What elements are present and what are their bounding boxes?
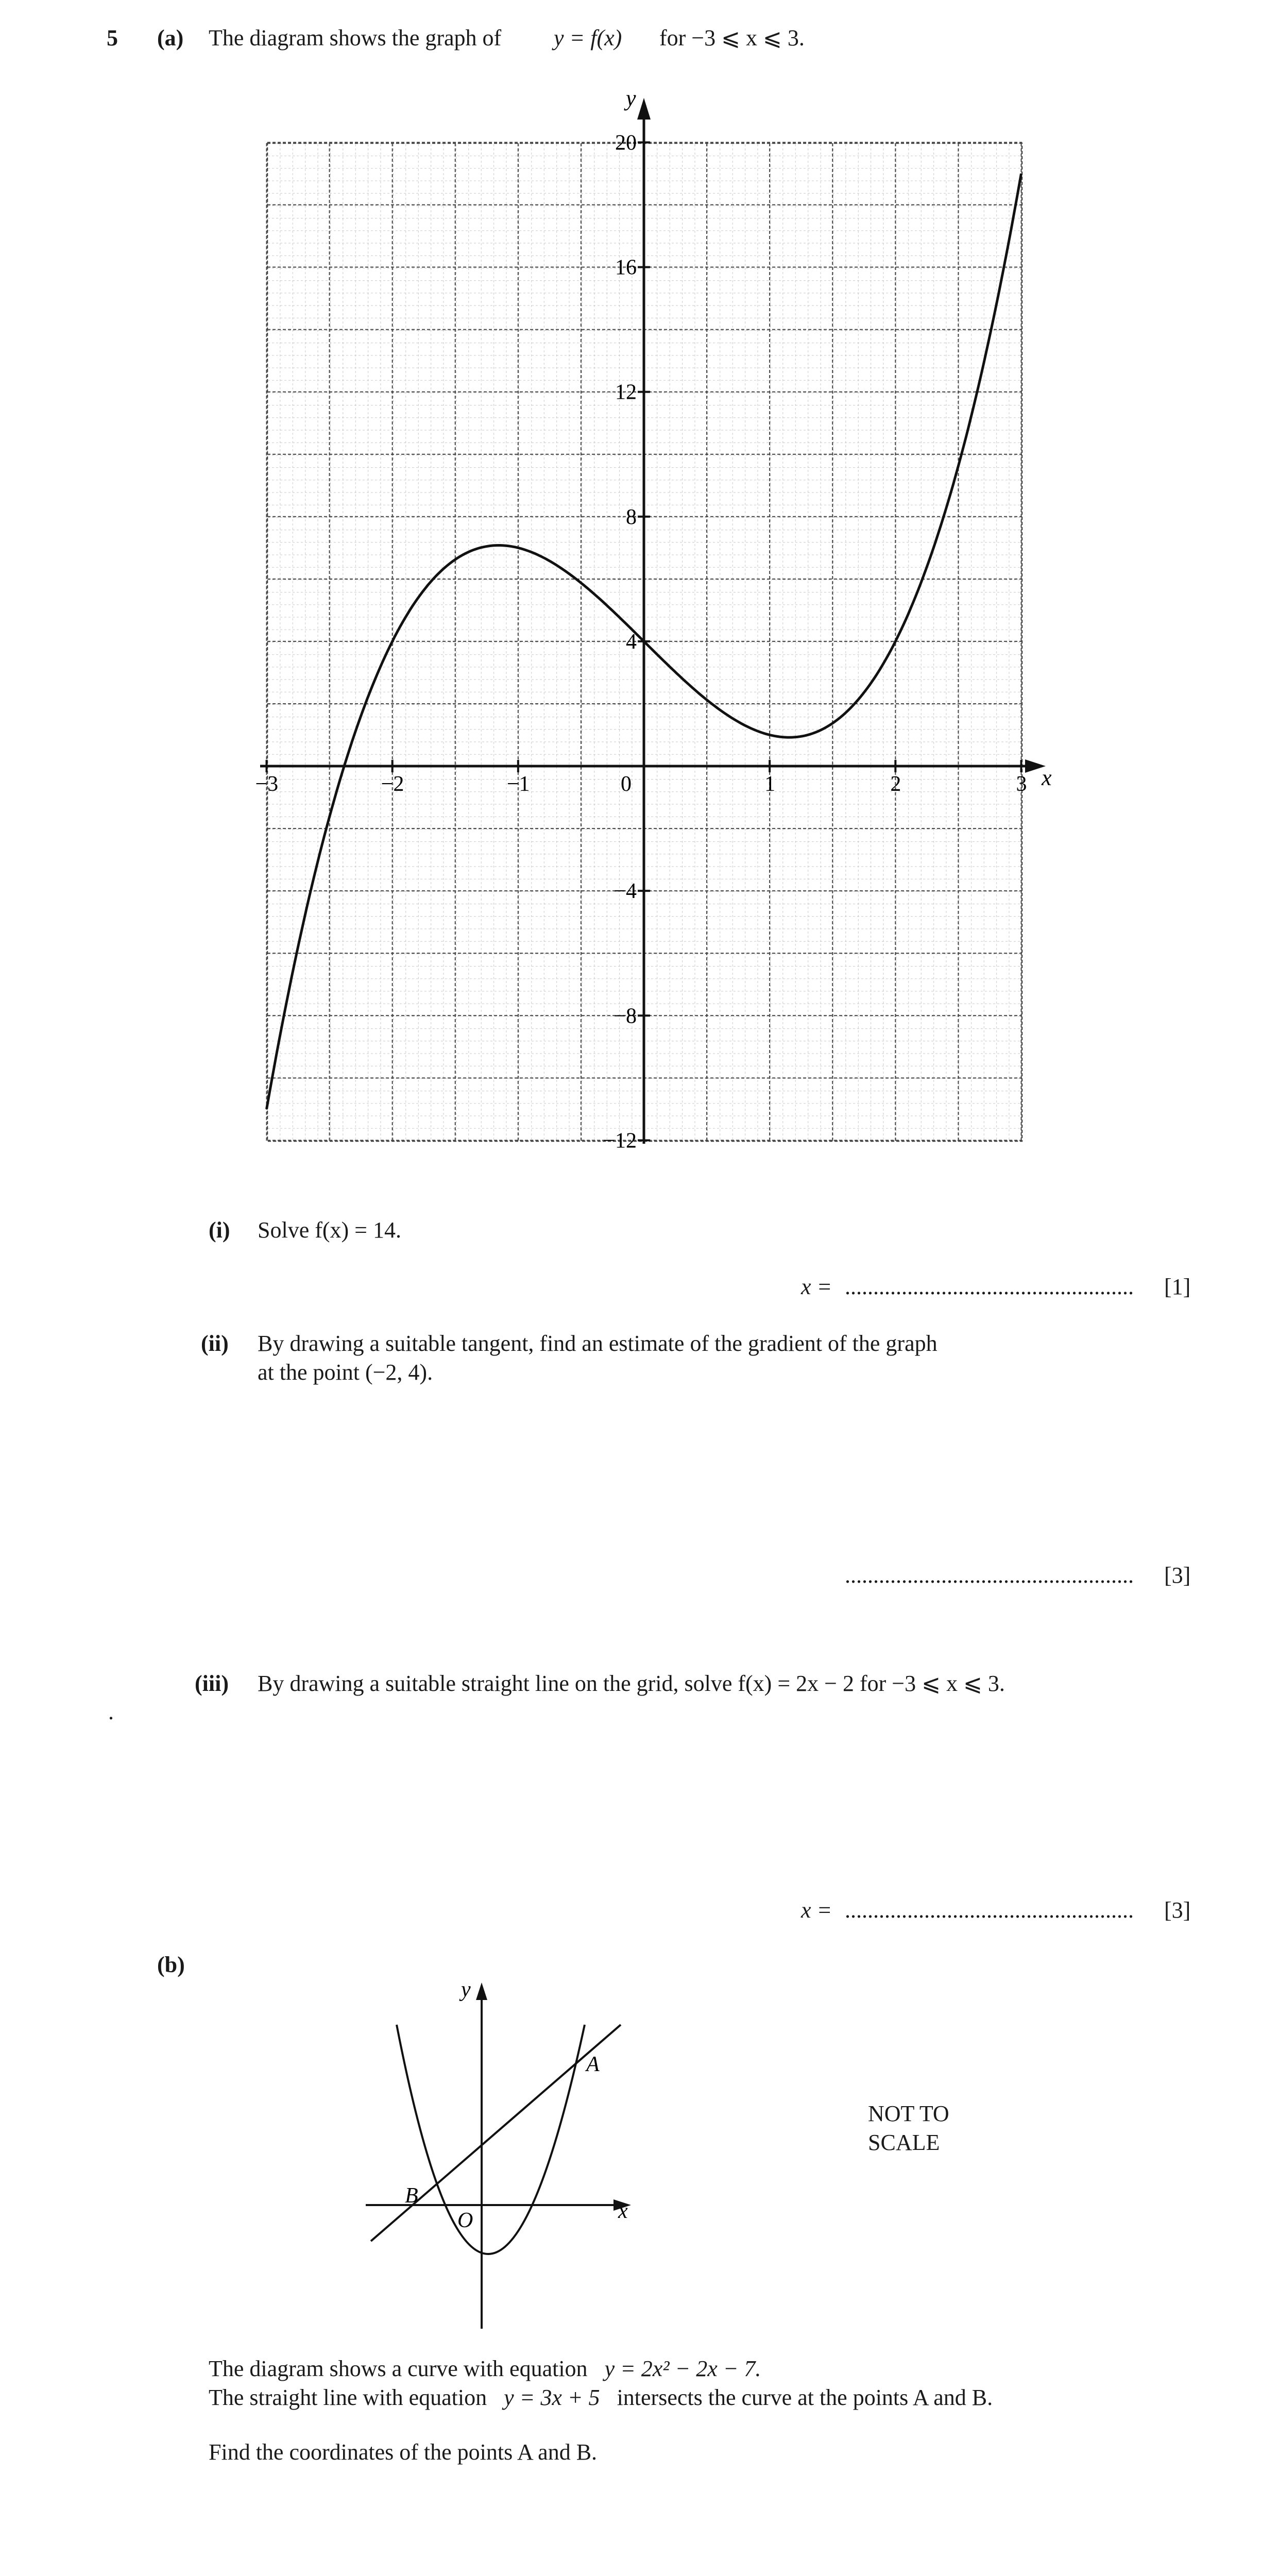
part-b-text-line1: [209, 2354, 761, 2383]
part-iii-answer-line[interactable]: ...................................................: [845, 1897, 1134, 1923]
stray-mark: .: [108, 1699, 114, 1724]
part-ii-answer-line[interactable]: ...................................................: [845, 1563, 1134, 1588]
y-tick-label: −8: [614, 1004, 637, 1028]
diagram-origin-label: O: [457, 2209, 473, 2232]
part-i-answer-prefix: x =: [801, 1274, 832, 1299]
part-ii-marks: [3]: [1164, 1563, 1191, 1588]
part-ii-text-line2: at the point (−2, 4).: [258, 1360, 433, 1385]
origin-label: 0: [621, 772, 632, 796]
part-ii-text-line1: By drawing a suitable tangent, find an estimate of the gradient of the graph: [258, 1331, 938, 1356]
function-graph: [0, 0, 1278, 1185]
y-tick-label: 20: [615, 131, 637, 155]
x-tick-label: −3: [255, 772, 279, 796]
y-axis-label: y: [626, 86, 636, 111]
part-i-text: Solve f(x) = 14.: [258, 1217, 401, 1243]
diagram-y-label: y: [461, 1978, 471, 2002]
part-iii-answer-prefix: x =: [801, 1897, 832, 1923]
part-i-label: (i): [209, 1217, 230, 1243]
x-tick-label: 3: [1016, 772, 1027, 796]
y-tick-label: 4: [626, 630, 637, 654]
y-tick-label: −4: [614, 879, 637, 904]
part-a-equation: y = f(x): [554, 25, 622, 50]
part-b-label: (b): [157, 1952, 185, 1977]
x-tick-label: 2: [890, 772, 901, 796]
question-number: 5: [107, 25, 118, 50]
part-b-text-line2: [209, 2383, 993, 2412]
x-tick-label: −1: [506, 772, 530, 796]
part-b-text-line2-pre: The straight line with equation: [209, 2385, 487, 2410]
part-b-text-line3: Find the coordinates of the points A and B.: [209, 2439, 598, 2465]
y-tick-label: 12: [615, 380, 637, 404]
part-a-intro: The diagram shows the graph of: [209, 25, 502, 50]
diagram-point-b: B: [405, 2184, 418, 2208]
part-b-line-equation: y = 3x + 5: [504, 2385, 600, 2410]
diagram-x-label: x: [618, 2199, 628, 2223]
part-ii-label: (ii): [201, 1331, 229, 1356]
part-i-answer-line[interactable]: ...................................................: [845, 1274, 1134, 1299]
part-a-domain: for −3 ⩽ x ⩽ 3.: [659, 25, 805, 50]
diagram-straight-line: [371, 2025, 621, 2241]
parabola-line-diagram: [340, 1968, 659, 2339]
part-iii-marks: [3]: [1164, 1897, 1191, 1923]
y-tick-label: 16: [615, 256, 637, 280]
part-b-text-line2-post: intersects the curve at the points A and B.: [617, 2385, 993, 2410]
x-tick-label: 1: [764, 772, 776, 796]
not-to-scale-line2: SCALE: [868, 2130, 940, 2155]
x-tick-label: −2: [381, 772, 404, 796]
x-axis-label: x: [1042, 765, 1052, 790]
part-a-label: (a): [157, 25, 184, 50]
part-i-marks: [1]: [1164, 1274, 1191, 1299]
part-b-curve-equation: y = 2x² − 2x − 7.: [604, 2356, 761, 2381]
not-to-scale-line1: NOT TO: [868, 2101, 949, 2126]
part-iii-text: By drawing a suitable straight line on the grid, solve f(x) = 2x − 2 for −3 ⩽ x ⩽ 3.: [258, 1671, 1005, 1696]
diagram-parabola: [397, 2025, 585, 2254]
y-axis-arrow-icon: [637, 98, 651, 120]
part-b-text-line1-pre: The diagram shows a curve with equation: [209, 2356, 588, 2381]
diagram-y-arrow-icon: [476, 1982, 487, 2000]
diagram-point-a: A: [586, 2053, 600, 2076]
part-iii-label: (iii): [195, 1671, 229, 1696]
y-tick-label: 8: [626, 505, 637, 529]
y-tick-label: −12: [603, 1129, 637, 1153]
